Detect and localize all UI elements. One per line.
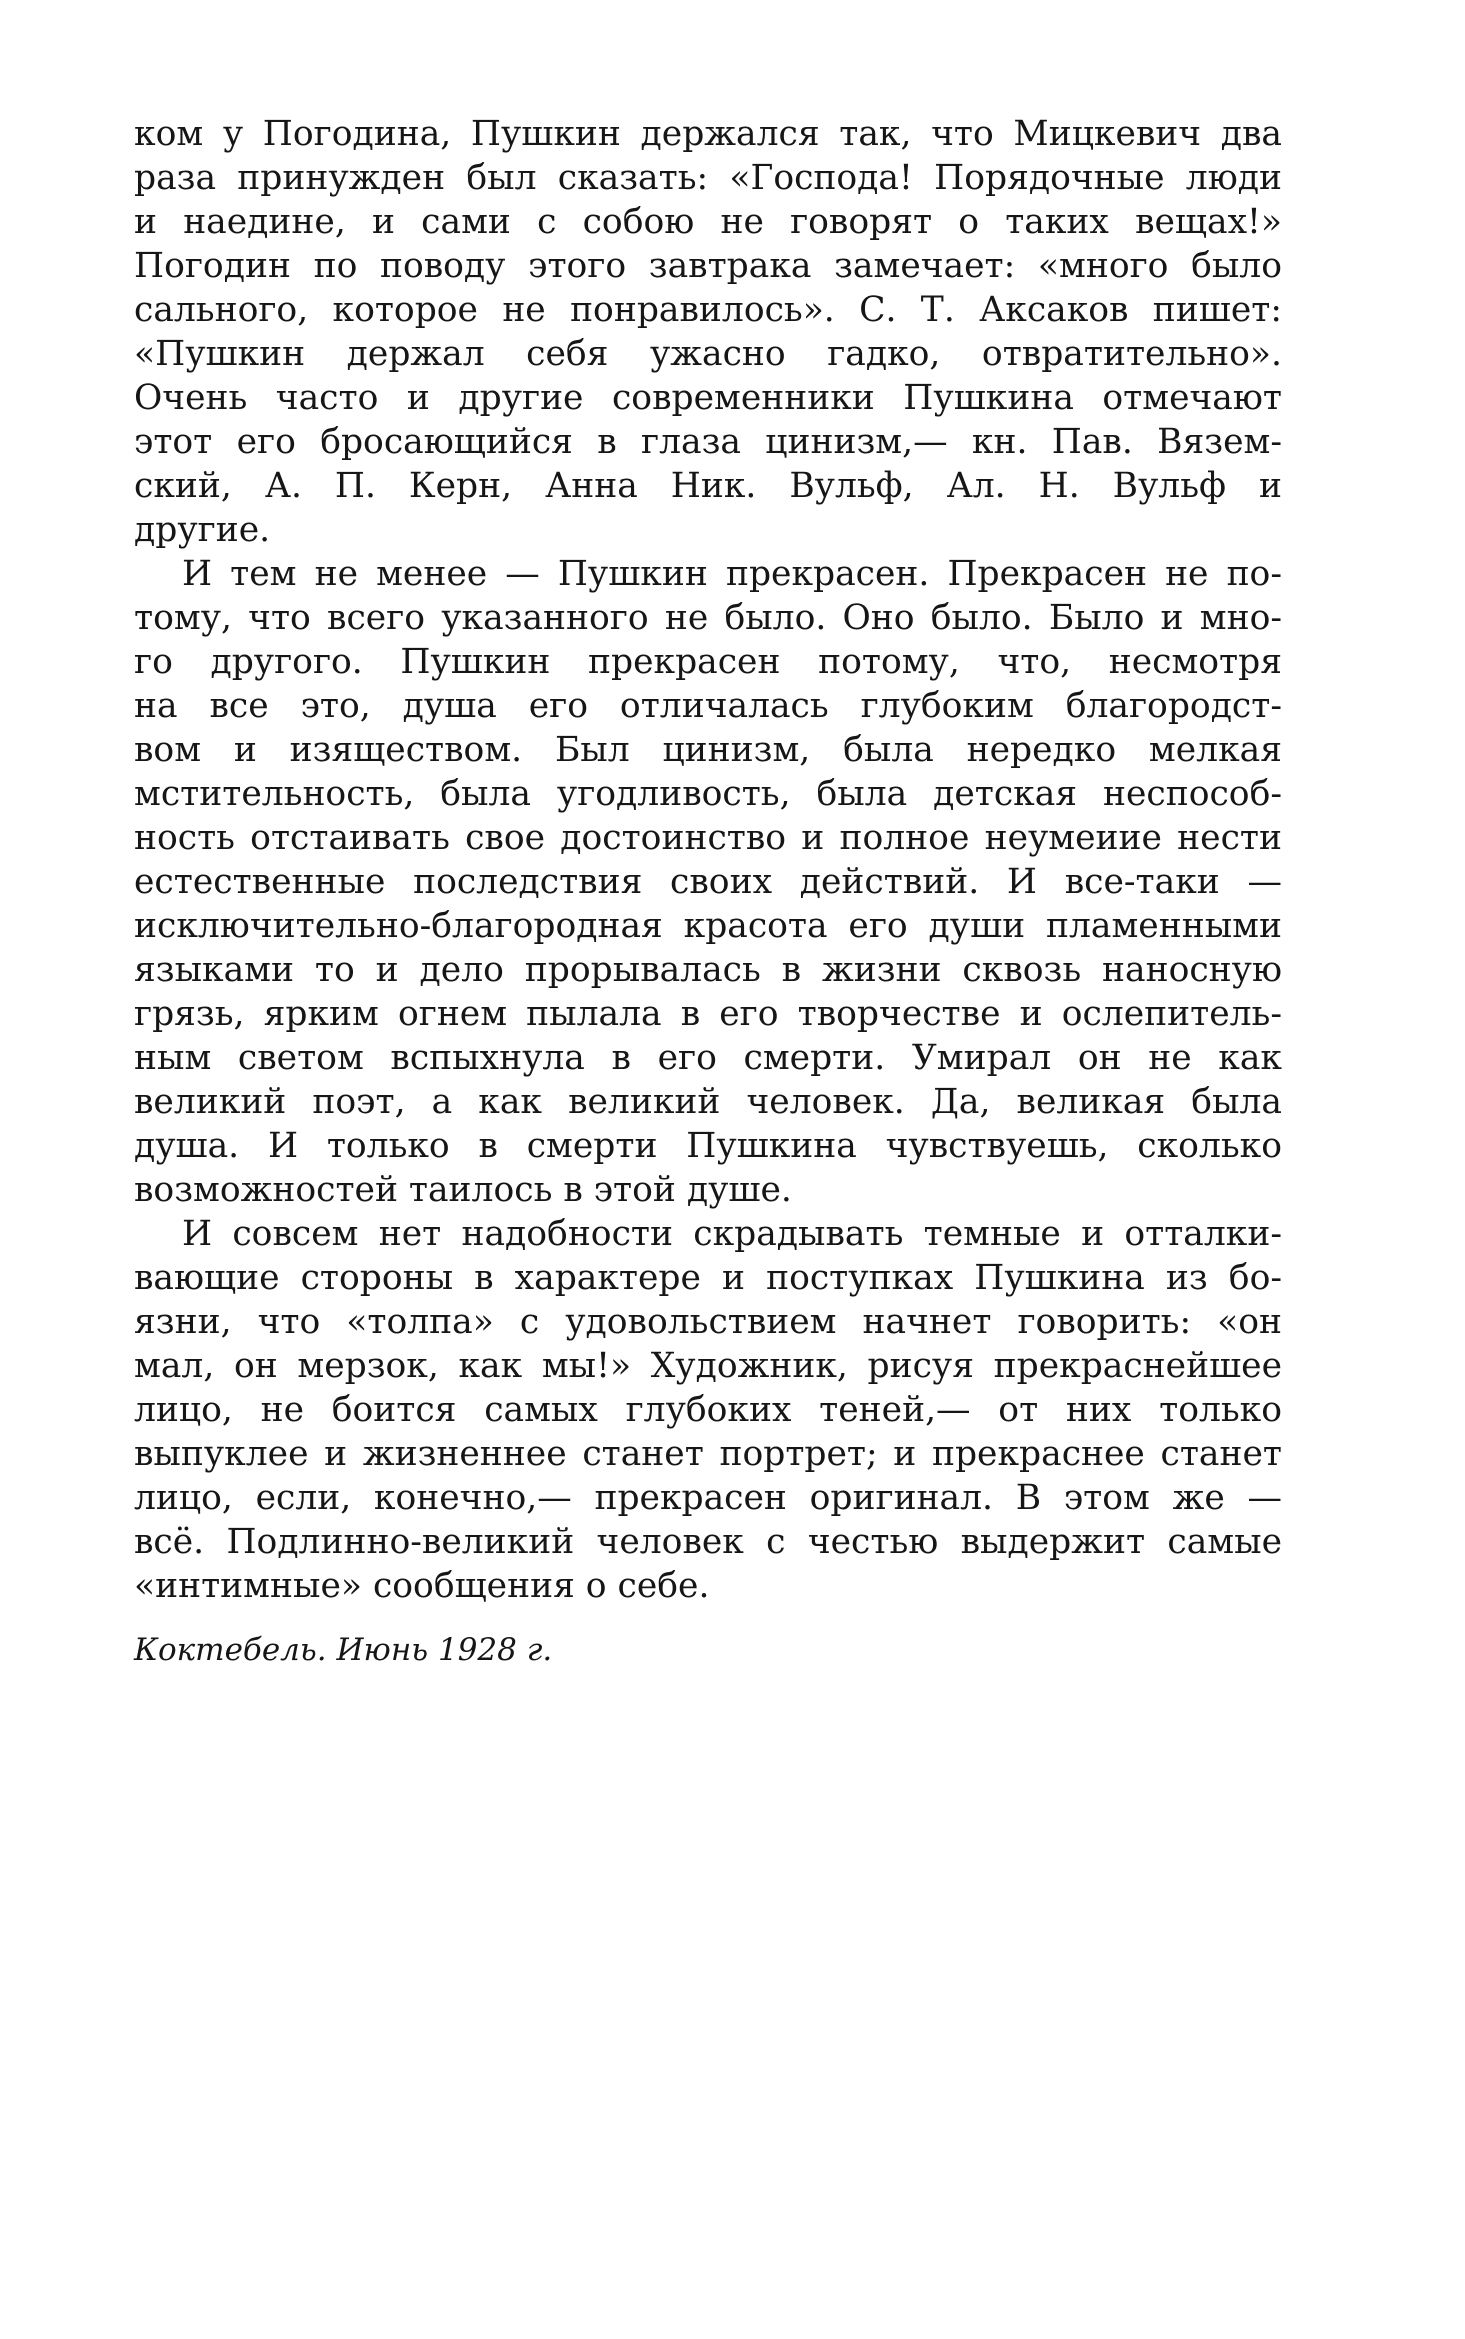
paragraph-1 [134,112,1282,552]
text-line: мстительность, была угодливость, была детская неспособ- [134,774,1282,814]
text-line: исключительно-благородная красота его души пламенными [134,906,1282,946]
page-text [134,112,1282,1672]
text-line: ком у Погодина, Пушкин держался так, что Мицкевич два [134,114,1282,154]
text-line: естественные последствия своих действий. И все-таки — [134,862,1282,902]
text-line: и наедине, и сами с собою не говорят о таких вещах!» [134,202,1282,242]
text-line: ский, А. П. Керн, Анна Ник. Вульф, Ал. Н. Вульф и [134,466,1282,506]
place-date-signature: Коктебель. Июнь 1928 г. [134,1632,553,1668]
text-line: на все это, душа его отличалась глубоким благородст- [134,686,1282,726]
text-line: вом и изяществом. Был цинизм, была нередко мелкая [134,730,1282,770]
text-line: тому, что всего указанного не было. Оно было. Было и мно- [134,598,1282,638]
paragraph-3 [134,1212,1282,1608]
text-line: раза принужден был сказать: «Господа! Порядочные люди [134,158,1282,198]
text-line: всё. Подлинно-великий человек с честью выдержит самые [134,1522,1282,1562]
text-line: возможностей таилось в этой душе. [134,1170,792,1210]
text-line: ность отстаивать свое достоинство и полное неумеиие нести [134,818,1282,858]
text-line: выпуклее и жизненнее станет портрет; и прекраснее станет [134,1434,1282,1474]
text-line: великий поэт, а как великий человек. Да, великая была [134,1082,1282,1122]
text-line: мал, он мерзок, как мы!» Художник, рисуя прекраснейшее [134,1346,1282,1386]
text-line: И совсем нет надобности скрадывать темные и отталки- [182,1214,1282,1254]
paragraph-2 [134,552,1282,1212]
text-line: Очень часто и другие современники Пушкина отмечают [134,378,1282,418]
text-line: вающие стороны в характере и поступках Пушкина из бо- [134,1258,1282,1298]
text-line: другие. [134,510,271,550]
text-line: «интимные» сообщения о себе. [134,1566,710,1606]
text-line: ным светом вспыхнула в его смерти. Умирал он не как [134,1038,1282,1078]
text-line: грязь, ярким огнем пылала в его творчестве и ослепитель- [134,994,1282,1034]
text-line: душа. И только в смерти Пушкина чувствуешь, сколько [134,1126,1282,1166]
text-line: языками то и дело прорывалась в жизни сквозь наносную [134,950,1282,990]
text-line: этот его бросающийся в глаза цинизм,— кн. Пав. Вязем- [134,422,1282,462]
text-line: лицо, если, конечно,— прекрасен оригинал. В этом же — [134,1478,1282,1518]
text-line: «Пушкин держал себя ужасно гадко, отвратительно». [134,334,1282,374]
text-line: сального, которое не понравилось». С. Т. Аксаков пишет: [134,290,1282,330]
text-line: И тем не менее — Пушкин прекрасен. Прекрасен не по- [182,554,1282,594]
text-line: го другого. Пушкин прекрасен потому, что, несмотря [134,642,1282,682]
text-line: лицо, не боится самых глубоких теней,— от них только [134,1390,1282,1430]
text-line: Погодин по поводу этого завтрака замечает: «много было [134,246,1282,286]
text-line: язни, что «толпа» с удовольствием начнет говорить: «он [134,1302,1282,1342]
